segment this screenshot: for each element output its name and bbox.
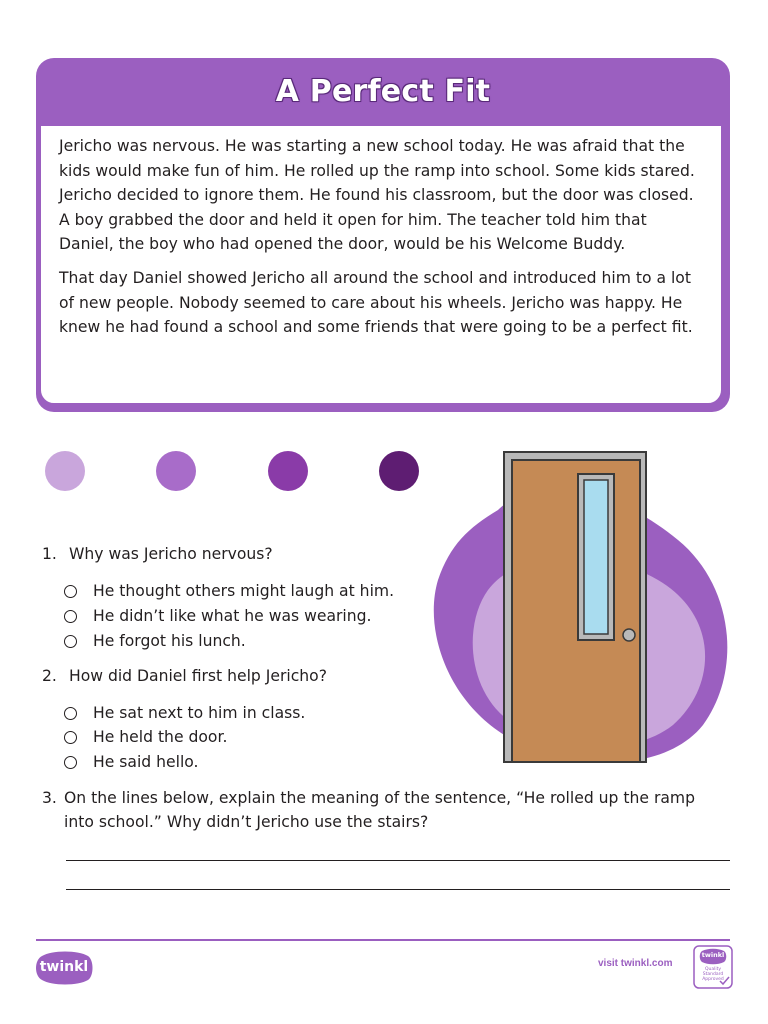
answer-line-2[interactable] bbox=[66, 889, 730, 890]
question-1-number: 1. bbox=[42, 545, 57, 563]
door-illustration bbox=[428, 440, 738, 770]
option-label: He held the door. bbox=[93, 728, 228, 746]
question-1 bbox=[42, 542, 273, 566]
radio-circle-icon[interactable] bbox=[64, 707, 77, 720]
option-label: He sat next to him in class. bbox=[93, 704, 306, 722]
footer-rule bbox=[36, 939, 730, 941]
twinkl-logo-text: twinkl bbox=[39, 959, 89, 975]
question-3-text: On the lines below, explain the meaning of the sentence, “He rolled up the ramp into school.” Why didn’t Jericho use the stairs? bbox=[64, 789, 696, 831]
option-label: He didn’t like what he was wearing. bbox=[93, 607, 372, 625]
door-panel bbox=[512, 460, 640, 762]
question-1-text: Why was Jericho nervous? bbox=[68, 545, 273, 563]
door-knob-icon bbox=[623, 629, 635, 641]
question-2-option-2[interactable] bbox=[64, 725, 227, 749]
radio-circle-icon[interactable] bbox=[64, 756, 77, 769]
question-2-option-1[interactable] bbox=[64, 701, 305, 725]
difficulty-dot-1 bbox=[45, 451, 85, 491]
question-1-option-2[interactable] bbox=[64, 604, 371, 628]
story-panel bbox=[39, 124, 723, 405]
question-3 bbox=[42, 786, 722, 834]
option-label: He forgot his lunch. bbox=[93, 632, 246, 650]
badge-text: Quality Standard Approved bbox=[702, 967, 724, 982]
visit-link[interactable]: visit twinkl.com bbox=[598, 958, 673, 969]
quality-badge bbox=[693, 945, 733, 989]
twinkl-logo[interactable] bbox=[34, 950, 94, 986]
answer-line-1[interactable] bbox=[66, 860, 730, 861]
story-paragraph-1: Jericho was nervous. He was starting a new school today. He was afraid that the kids would make fun of him. He rolled up the ramp into school. Some kids stared. Jericho decided to ignore them. He found his classroom, but the door was closed. A boy grabbed the door and held it open for him. The teacher told him that Daniel, the boy who had opened the door, would be his Welcome Buddy. bbox=[59, 137, 695, 254]
option-label: He thought others might laugh at him. bbox=[93, 582, 395, 600]
radio-circle-icon[interactable] bbox=[64, 585, 77, 598]
difficulty-dot-4 bbox=[379, 451, 419, 491]
question-2 bbox=[42, 664, 327, 688]
question-2-number: 2. bbox=[42, 667, 57, 685]
story-paragraph-2: That day Daniel showed Jericho all around the school and introduced him to a lot of new people. Nobody seemed to care about his wheels. Jericho was happy. He knew he had found a school and some friends that were going to be a perfect fit. bbox=[59, 268, 693, 337]
question-2-text: How did Daniel first help Jericho? bbox=[68, 667, 327, 685]
door-window-glass bbox=[584, 480, 608, 634]
radio-circle-icon[interactable] bbox=[64, 731, 77, 744]
radio-circle-icon[interactable] bbox=[64, 635, 77, 648]
badge-brand: twinkl bbox=[701, 951, 725, 959]
option-label: He said hello. bbox=[93, 753, 199, 771]
page-title: A Perfect Fit bbox=[275, 73, 491, 109]
question-2-option-3[interactable] bbox=[64, 750, 199, 774]
difficulty-dot-2 bbox=[156, 451, 196, 491]
question-3-number: 3. bbox=[42, 789, 57, 807]
question-1-option-1[interactable] bbox=[64, 579, 394, 603]
question-1-option-3[interactable] bbox=[64, 629, 246, 653]
difficulty-dot-3 bbox=[268, 451, 308, 491]
story-card bbox=[36, 58, 730, 412]
radio-circle-icon[interactable] bbox=[64, 610, 77, 623]
